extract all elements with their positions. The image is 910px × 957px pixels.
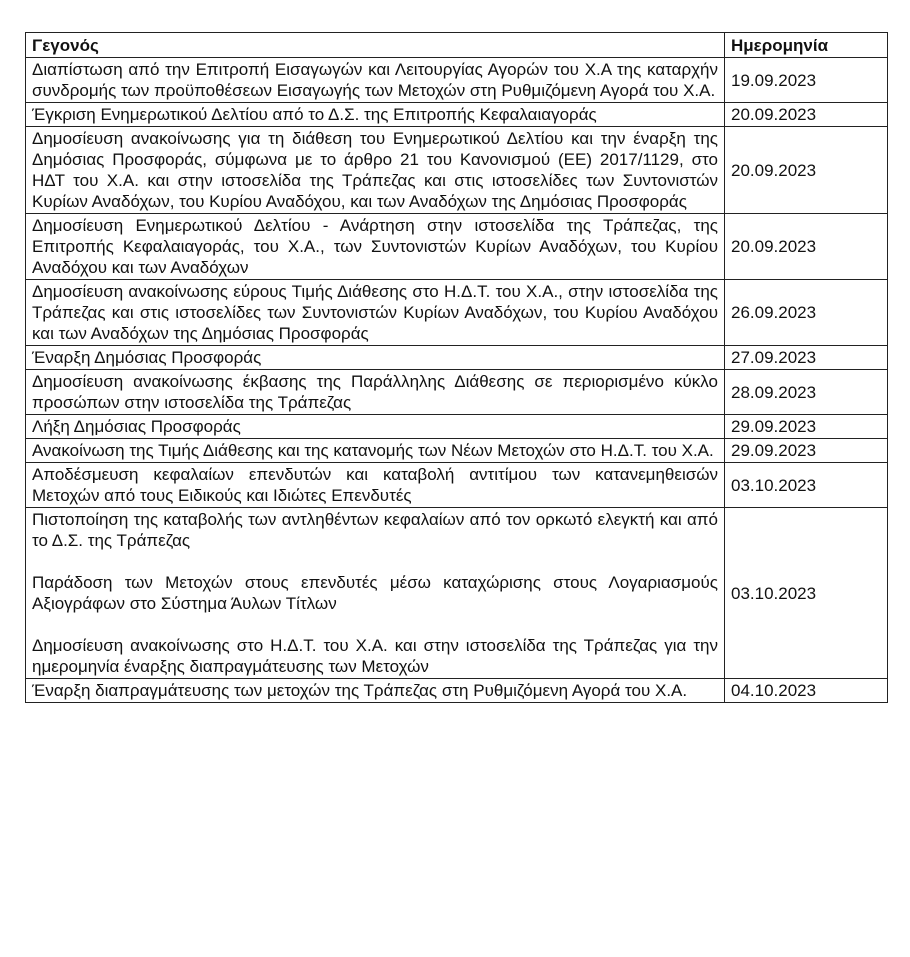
date-cell: 29.09.2023	[725, 415, 888, 439]
event-text: Παράδοση των Μετοχών στους επενδυτές μέσω καταχώρισης στους Λογαριασμούς Αξιογράφων στο Σύστημα Άυλων Τίτλων	[32, 573, 718, 613]
event-text: Πιστοποίηση της καταβολής των αντληθέντων κεφαλαίων από τον ορκωτό ελεγκτή και από το Δ.Σ. της Τράπεζας	[32, 510, 718, 550]
date-cell: 20.09.2023	[725, 103, 888, 127]
event-text: Δημοσίευση ανακοίνωσης στο Η.Δ.Τ. του Χ.Α. και στην ιστοσελίδα της Τράπεζας για την ημερομηνία έναρξης διαπραγμάτευσης των Μετοχών	[32, 636, 718, 676]
table-row	[26, 415, 888, 439]
table-row	[26, 463, 888, 508]
date-cell: 28.09.2023	[725, 370, 888, 415]
event-text: Ανακοίνωση της Τιμής Διάθεσης και της κατανομής των Νέων Μετοχών στο Η.Δ.Τ. του Χ.Α.	[32, 441, 714, 460]
event-cell	[26, 214, 725, 280]
timeline-table	[25, 32, 888, 703]
table-row	[26, 214, 888, 280]
event-text: Δημοσίευση Ενημερωτικού Δελτίου - Ανάρτηση στην ιστοσελίδα της Τράπεζας, της Επιτροπής Κεφαλαιαγοράς, του Χ.Α., των Συντονιστών Κυρίων Αναδόχων, του Κυρίου Αναδόχου και των Αναδόχων	[32, 216, 718, 277]
event-text: Δημοσίευση ανακοίνωσης εύρους Τιμής Διάθεσης στο Η.Δ.Τ. του Χ.Α., στην ιστοσελίδα της Τράπεζας και στις ιστοσελίδες των Συντονιστών Κυρίων Αναδόχων, του Κυρίου Αναδόχου και των Αναδόχων της Δημόσιας Προσφοράς	[32, 282, 718, 343]
date-cell: 20.09.2023	[725, 127, 888, 214]
event-cell	[26, 370, 725, 415]
date-cell: 03.10.2023	[725, 463, 888, 508]
date-cell: 29.09.2023	[725, 439, 888, 463]
event-text: Διαπίστωση από την Επιτροπή Εισαγωγών και Λειτουργίας Αγορών του Χ.Α της καταρχήν συνδρομής των προϋποθέσεων Εισαγωγής των Μετοχών στη Ρυθμιζόμενη Αγορά του Χ.Α.	[32, 60, 718, 100]
table-row	[26, 58, 888, 103]
table-row	[26, 346, 888, 370]
table-row	[26, 280, 888, 346]
date-cell: 26.09.2023	[725, 280, 888, 346]
table-row	[26, 508, 888, 679]
table-row	[26, 679, 888, 703]
event-text: Έναρξη διαπραγμάτευσης των μετοχών της Τράπεζας στη Ρυθμιζόμενη Αγορά του Χ.Α.	[32, 681, 688, 700]
table-row	[26, 127, 888, 214]
date-cell: 20.09.2023	[725, 214, 888, 280]
date-cell: 27.09.2023	[725, 346, 888, 370]
event-text: Δημοσίευση ανακοίνωσης έκβασης της Παράλληλης Διάθεσης σε περιορισμένο κύκλο προσώπων στην ιστοσελίδα της Τράπεζας	[32, 372, 718, 412]
header-event: Γεγονός	[26, 33, 725, 58]
event-cell	[26, 415, 725, 439]
event-cell	[26, 439, 725, 463]
event-cell	[26, 103, 725, 127]
header-row	[26, 33, 888, 58]
event-cell	[26, 463, 725, 508]
event-cell	[26, 346, 725, 370]
event-text: Έναρξη Δημόσιας Προσφοράς	[32, 348, 262, 367]
table-row	[26, 439, 888, 463]
date-cell: 19.09.2023	[725, 58, 888, 103]
event-text: Δημοσίευση ανακοίνωσης για τη διάθεση του Ενημερωτικού Δελτίου και την έναρξη της Δημόσιας Προσφοράς, σύμφωνα με το άρθρο 21 του Κανονισμού (ΕΕ) 2017/1129, στο ΗΔΤ του Χ.Α. και στην ιστοσελίδα της Τράπεζας και στις ιστοσελίδες των Συντονιστών Κυρίων Αναδόχων, του Κυρίου Αναδόχου, και των Αναδόχων της Δημόσιας Προσφοράς	[32, 129, 718, 211]
date-cell: 04.10.2023	[725, 679, 888, 703]
header-date: Ημερομηνία	[725, 33, 888, 58]
event-cell	[26, 679, 725, 703]
table-body	[26, 58, 888, 703]
event-cell	[26, 280, 725, 346]
event-text: Λήξη Δημόσιας Προσφοράς	[32, 417, 241, 436]
date-cell: 03.10.2023	[725, 508, 888, 679]
table-row	[26, 370, 888, 415]
event-text: Έγκριση Ενημερωτικού Δελτίου από το Δ.Σ. της Επιτροπής Κεφαλαιαγοράς	[32, 105, 597, 124]
event-cell	[26, 508, 725, 679]
event-text: Αποδέσμευση κεφαλαίων επενδυτών και καταβολή αντιτίμου των κατανεμηθεισών Μετοχών από τους Ειδικούς και Ιδιώτες Επενδυτές	[32, 465, 718, 505]
event-cell	[26, 58, 725, 103]
table-row	[26, 103, 888, 127]
event-cell	[26, 127, 725, 214]
